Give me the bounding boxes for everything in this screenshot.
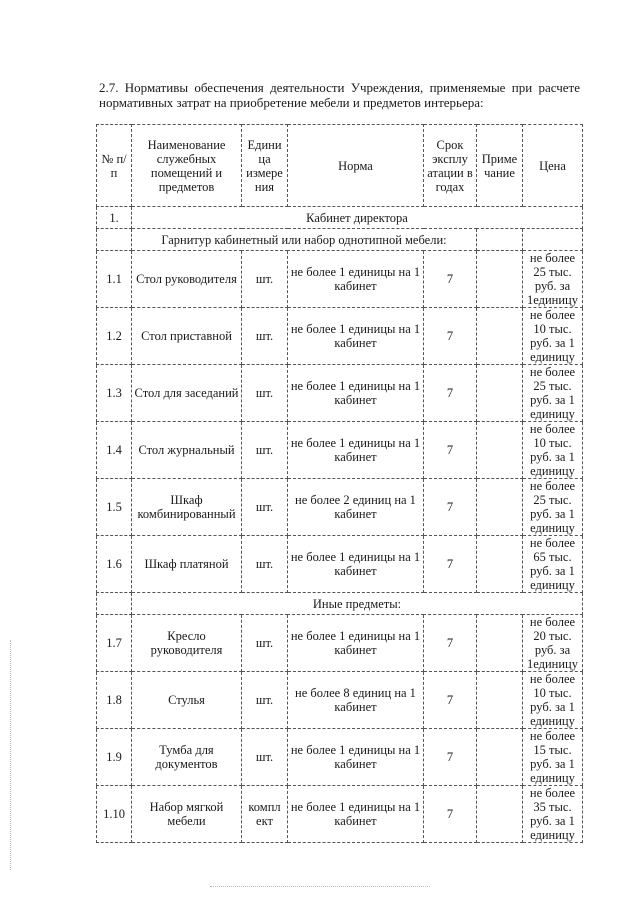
- cell-norm: не более 1 единицы на 1 кабинет: [288, 308, 424, 365]
- cell-num: 1.3: [97, 365, 132, 422]
- cell-unit: шт.: [242, 536, 288, 593]
- empty-cell: [523, 229, 583, 251]
- cell-note: [477, 422, 523, 479]
- cell-name: Шкаф платяной: [132, 536, 242, 593]
- subsection-title: Гарнитур кабинетный или набор однотипной мебели:: [132, 229, 477, 251]
- cell-term: 7: [424, 365, 477, 422]
- cell-norm: не более 1 единицы на 1 кабинет: [288, 422, 424, 479]
- cell-term: 7: [424, 615, 477, 672]
- header-price: Цена: [523, 125, 583, 207]
- cell-price: не более 10 тыс. руб. за 1 единицу: [523, 308, 583, 365]
- cell-price: не более 15 тыс. руб. за 1 единицу: [523, 729, 583, 786]
- header-unit: Едини ца измере ния: [242, 125, 288, 207]
- header-norm: Норма: [288, 125, 424, 207]
- cell-price: не более 20 тыс. руб. за 1единицу: [523, 615, 583, 672]
- section-num: 1.: [97, 207, 132, 229]
- table-header-row: [97, 125, 583, 207]
- cell-price: не более 25 тыс. руб. за 1единицу: [523, 251, 583, 308]
- cell-unit: компл ект: [242, 786, 288, 843]
- cell-name: Тумба для документов: [132, 729, 242, 786]
- cell-unit: шт.: [242, 479, 288, 536]
- cell-term: 7: [424, 672, 477, 729]
- cell-note: [477, 786, 523, 843]
- cell-norm: не более 1 единицы на 1 кабинет: [288, 729, 424, 786]
- cell-name: Кресло руководителя: [132, 615, 242, 672]
- cell-unit: шт.: [242, 422, 288, 479]
- other-items-row: [97, 593, 583, 615]
- scan-bottom-mark: [210, 886, 430, 888]
- cell-unit: шт.: [242, 365, 288, 422]
- cell-num: 1.8: [97, 672, 132, 729]
- cell-term: 7: [424, 308, 477, 365]
- cell-name: Стол для заседаний: [132, 365, 242, 422]
- table-row: [97, 365, 583, 422]
- header-name: Наименование служебных помещений и предметов: [132, 125, 242, 207]
- cell-name: Стол приставной: [132, 308, 242, 365]
- table-row: [97, 422, 583, 479]
- cell-num: 1.2: [97, 308, 132, 365]
- section-row: [97, 207, 583, 229]
- empty-cell: [477, 229, 523, 251]
- cell-unit: шт.: [242, 308, 288, 365]
- cell-norm: не более 1 единицы на 1 кабинет: [288, 365, 424, 422]
- cell-note: [477, 672, 523, 729]
- table-row: [97, 786, 583, 843]
- table-row: [97, 251, 583, 308]
- cell-name: Шкаф комбинированный: [132, 479, 242, 536]
- cell-num: 1.6: [97, 536, 132, 593]
- cell-unit: шт.: [242, 251, 288, 308]
- furniture-norms-table: [96, 124, 583, 843]
- cell-term: 7: [424, 422, 477, 479]
- subsection-row: [97, 229, 583, 251]
- cell-note: [477, 365, 523, 422]
- table-row: [97, 615, 583, 672]
- cell-term: 7: [424, 729, 477, 786]
- cell-unit: шт.: [242, 672, 288, 729]
- cell-price: не более 65 тыс. руб. за 1 единицу: [523, 536, 583, 593]
- cell-num: 1.9: [97, 729, 132, 786]
- other-items-title: Иные предметы:: [132, 593, 583, 615]
- cell-name: Стол журнальный: [132, 422, 242, 479]
- cell-term: 7: [424, 536, 477, 593]
- table-row: [97, 308, 583, 365]
- cell-norm: не более 2 единиц на 1 кабинет: [288, 479, 424, 536]
- cell-num: 1.5: [97, 479, 132, 536]
- cell-price: не более 10 тыс. руб. за 1 единицу: [523, 672, 583, 729]
- header-note: Приме чание: [477, 125, 523, 207]
- cell-price: не более 10 тыс. руб. за 1 единицу: [523, 422, 583, 479]
- cell-unit: шт.: [242, 615, 288, 672]
- scan-edge-mark: [10, 640, 12, 870]
- cell-note: [477, 479, 523, 536]
- section-title: Кабинет директора: [132, 207, 583, 229]
- cell-name: Стол руководителя: [132, 251, 242, 308]
- cell-norm: не более 8 единиц на 1 кабинет: [288, 672, 424, 729]
- cell-price: не более 35 тыс. руб. за 1 единицу: [523, 786, 583, 843]
- empty-cell: [97, 229, 132, 251]
- cell-num: 1.7: [97, 615, 132, 672]
- cell-name: Стулья: [132, 672, 242, 729]
- intro-paragraph: 2.7. Нормативы обеспечения деятельности Учреждения, применяемые при расчете нормативных затрат на приобретение мебели и предметов интерьера:: [99, 80, 580, 110]
- cell-price: не более 25 тыс. руб. за 1 единицу: [523, 479, 583, 536]
- cell-note: [477, 536, 523, 593]
- cell-note: [477, 615, 523, 672]
- cell-num: 1.4: [97, 422, 132, 479]
- cell-note: [477, 729, 523, 786]
- table-row: [97, 729, 583, 786]
- cell-norm: не более 1 единицы на 1 кабинет: [288, 251, 424, 308]
- cell-name: Набор мягкой мебели: [132, 786, 242, 843]
- empty-cell: [97, 593, 132, 615]
- cell-norm: не более 1 единицы на 1 кабинет: [288, 536, 424, 593]
- cell-num: 1.1: [97, 251, 132, 308]
- cell-term: 7: [424, 479, 477, 536]
- cell-term: 7: [424, 786, 477, 843]
- table-row: [97, 672, 583, 729]
- table-row: [97, 479, 583, 536]
- cell-norm: не более 1 единицы на 1 кабинет: [288, 615, 424, 672]
- cell-unit: шт.: [242, 729, 288, 786]
- cell-price: не более 25 тыс. руб. за 1 единицу: [523, 365, 583, 422]
- cell-note: [477, 251, 523, 308]
- header-term: Срок эксплу атации в годах: [424, 125, 477, 207]
- table-row: [97, 536, 583, 593]
- cell-norm: не более 1 единицы на 1 кабинет: [288, 786, 424, 843]
- cell-term: 7: [424, 251, 477, 308]
- cell-note: [477, 308, 523, 365]
- header-num: № п/п: [97, 125, 132, 207]
- cell-num: 1.10: [97, 786, 132, 843]
